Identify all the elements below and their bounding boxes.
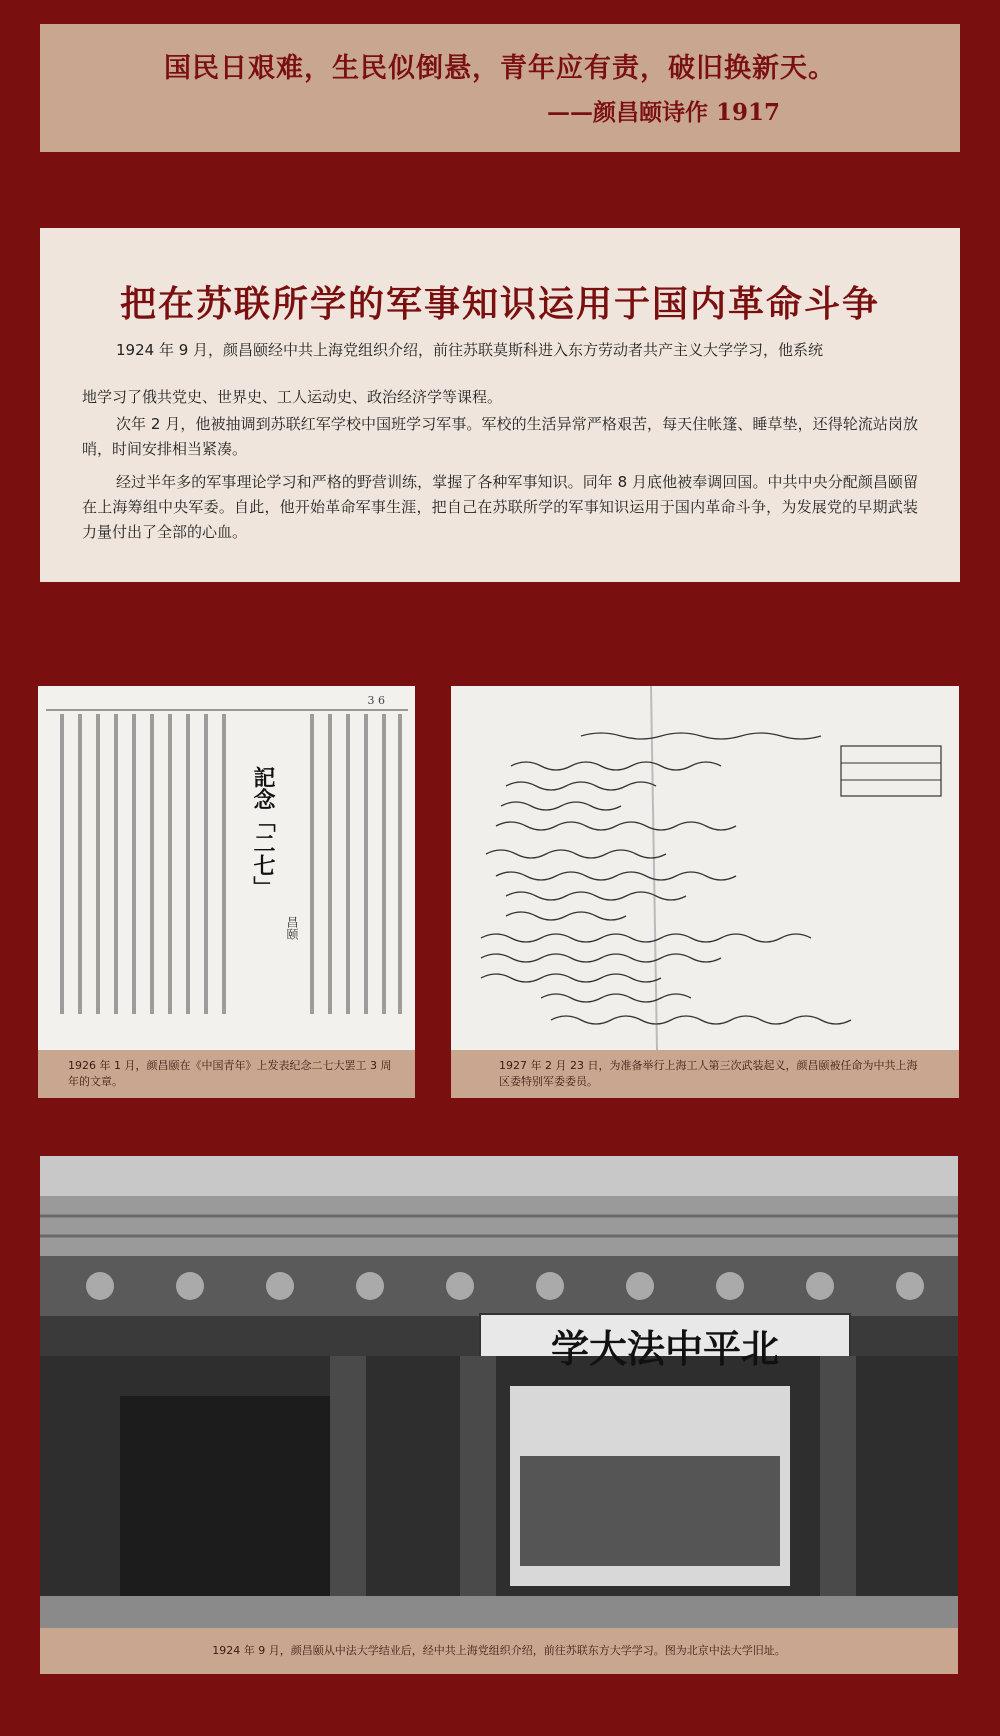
- newspaper-headline: 記念「二七」: [250, 766, 276, 898]
- paragraph-3: 经过半年多的军事理论学习和严格的野营训练，掌握了各种军事知识。同年 8 月底他被奉调回国。中共中央分配颜昌颐留在上海筹组中央军委。自此，他开始革命军事生涯，把自己在苏联所学的军事知识运用于国内革命斗争，为发展党的早期武装力量付出了全部的心血。: [82, 473, 918, 541]
- document-caption: [451, 1050, 959, 1098]
- poem-attribution: ——颜昌颐诗作 1917: [546, 99, 780, 126]
- building-caption: [40, 1628, 958, 1674]
- newspaper-text-columns: [38, 686, 415, 1050]
- poem-quote-banner: [40, 24, 960, 152]
- building-illustration: [40, 1156, 958, 1628]
- handwriting-scribbles: [451, 686, 959, 1050]
- handwritten-document-photo: [451, 686, 959, 1050]
- university-building-photo: [40, 1156, 958, 1628]
- newspaper-caption-text: 1926 年 1 月，颜昌颐在《中国青年》上发表纪念二七大罢工 3 周年的文章。: [68, 1059, 392, 1088]
- newspaper-author: 昌颐: [285, 916, 299, 940]
- article-panel: [40, 228, 960, 582]
- article-title: 把在苏联所学的军事知识运用于国内革命斗争: [119, 284, 880, 325]
- university-sign: 北平中法大学: [550, 1326, 779, 1371]
- newspaper-caption: [38, 1050, 415, 1098]
- poem-text: 国民日艰难，生民似倒悬，青年应有责，破旧换新天。: [164, 53, 836, 84]
- paragraph-1-continued: 地学习了俄共党史、世界史、工人运动史、政治经济学等课程。: [82, 388, 503, 406]
- building-caption-text: 1924 年 9 月，颜昌颐从中法大学结业后，经中共上海党组织介绍，前往苏联东方大学学习。图为北京中法大学旧址。: [212, 1644, 786, 1657]
- page-number: 3 6: [367, 694, 385, 707]
- document-caption-text: 1927 年 2 月 23 日，为准备举行上海工人第三次武装起义，颜昌颐被任命为中共上海区委特别军委委员。: [499, 1059, 918, 1088]
- paragraph-2: 次年 2 月，他被抽调到苏联红军学校中国班学习军事。军校的生活异常严格艰苦，每天住帐篷、睡草垫，还得轮流站岗放哨，时间安排相当紧凑。: [82, 415, 918, 458]
- paragraph-1: 1924 年 9 月，颜昌颐经中共上海党组织介绍，前往苏联莫斯科进入东方劳动者共产主义大学学习，他系统: [116, 341, 824, 359]
- newspaper-photo: [38, 686, 415, 1050]
